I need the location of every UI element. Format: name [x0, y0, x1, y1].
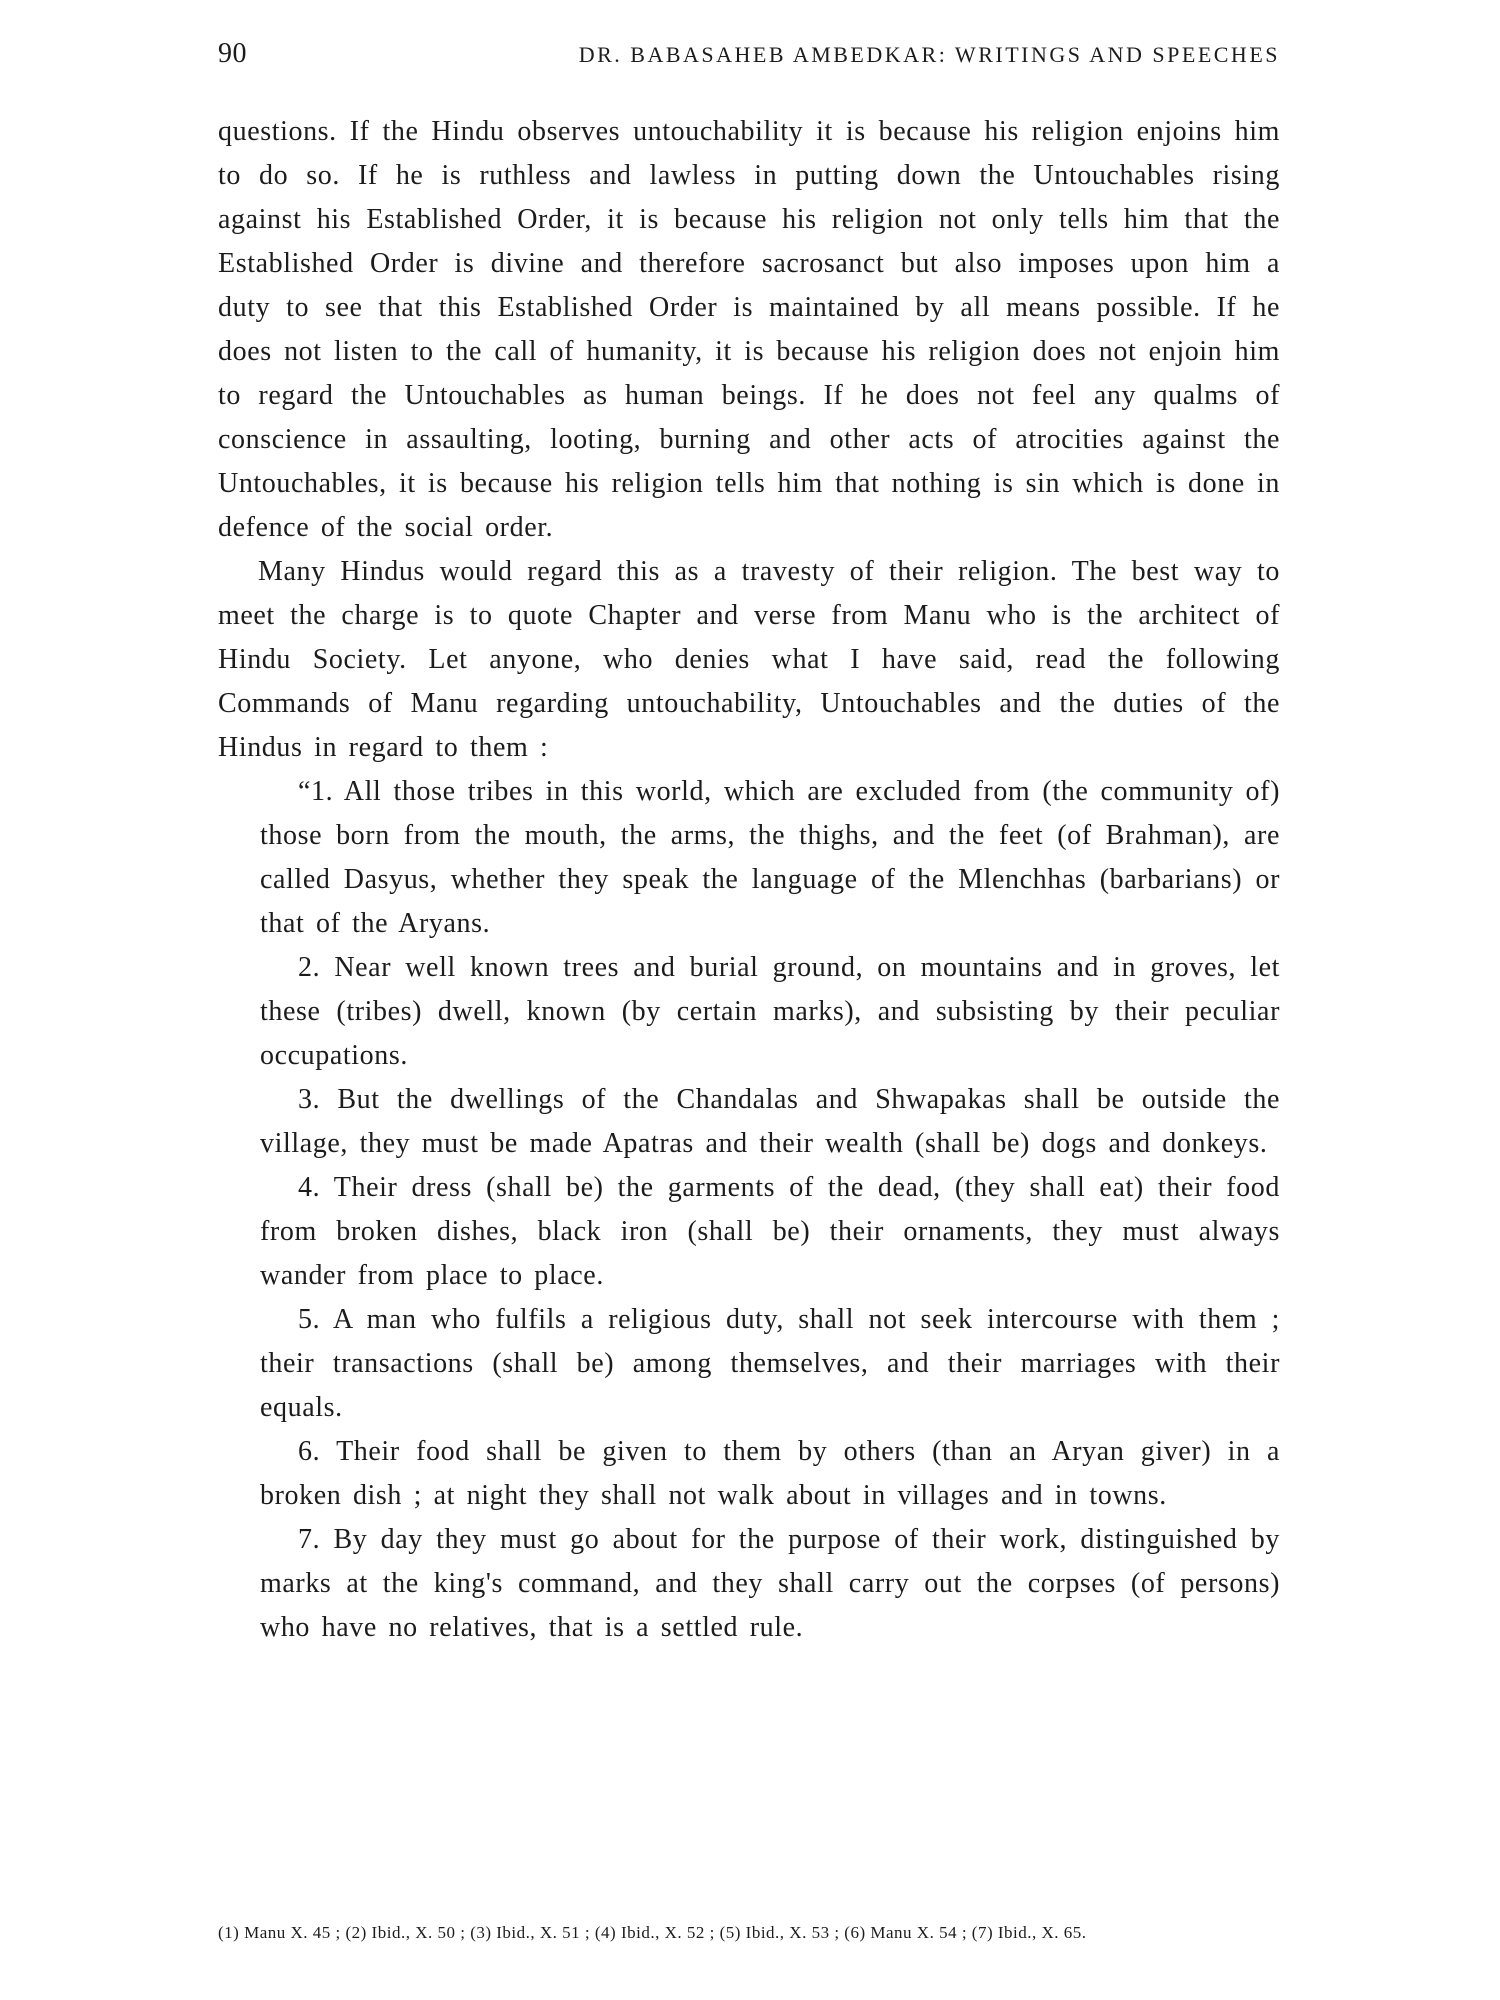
command-item: “1. All those tribes in this world, which are excluded from (the community of) those born from the mouth, the arms, the thighs, and the feet (of Brahman), are called Dasyus, whether they speak the language of the Mlenchhas (barbarians) or that of the Aryans.: [260, 776, 1280, 939]
command-item: 3. But the dwellings of the Chandalas and Shwapakas shall be outside the village, they must be made Apatras and their wealth (shall be) dogs and donkeys.: [260, 1084, 1280, 1159]
command-item: 2. Near well known trees and burial ground, on mountains and in groves, let these (tribes) dwell, known (by certain marks), and subsisting by their peculiar occupations.: [260, 952, 1280, 1071]
command-item: 4. Their dress (shall be) the garments of the dead, (they shall eat) their food from broken dishes, black iron (shall be) their ornaments, they must always wander from place to place.: [260, 1172, 1280, 1291]
paragraph-travesty: Many Hindus would regard this as a travesty of their religion. The best way to meet the charge is to quote Chapter and verse from Manu who is the architect of Hindu Society. Let anyone, who denies what I have said, read the following Commands of Manu regarding untouchability, Untouchables and the duties of the Hindus in regard to them :: [218, 556, 1280, 763]
command-item: 6. Their food shall be given to them by others (than an Aryan giver) in a broken dish ; at night they shall not walk about in villages and in towns.: [260, 1436, 1280, 1511]
page-number: 90: [218, 38, 247, 69]
command-item: 5. A man who fulfils a religious duty, shall not seek intercourse with them ; their transactions (shall be) among themselves, and their marriages with their equals.: [260, 1304, 1280, 1423]
page-body: [218, 110, 1280, 1650]
footnotes: (1) Manu X. 45 ; (2) Ibid., X. 50 ; (3) Ibid., X. 51 ; (4) Ibid., X. 52 ; (5) Ibid., X. 53 ; (6) Manu X. 54 ; (7) Ibid., X. 65.: [218, 1923, 1087, 1942]
running-head: DR. BABASAHEB AMBEDKAR: WRITINGS AND SPEECHES: [578, 42, 1280, 67]
command-item: 7. By day they must go about for the purpose of their work, distinguished by marks at the king's command, and they shall carry out the corpses (of persons) who have no relatives, that is a settled rule.: [260, 1524, 1280, 1643]
paragraph-questions: questions. If the Hindu observes untouchability it is because his religion enjoins him to do so. If he is ruthless and lawless in putting down the Untouchables rising against his Established Order, it is because his religion not only tells him that the Established Order is divine and therefore sacrosanct but also imposes upon him a duty to see that this Established Order is maintained by all means possible. If he does not listen to the call of humanity, it is because his religion does not enjoin him to regard the Untouchables as human beings. If he does not feel any qualms of conscience in assaulting, looting, burning and other acts of atrocities against the Untouchables, it is because his religion tells him that nothing is sin which is done in defence of the social order.: [218, 116, 1280, 543]
page-header: [218, 38, 1280, 78]
manu-commands-quote: [260, 770, 1280, 1650]
